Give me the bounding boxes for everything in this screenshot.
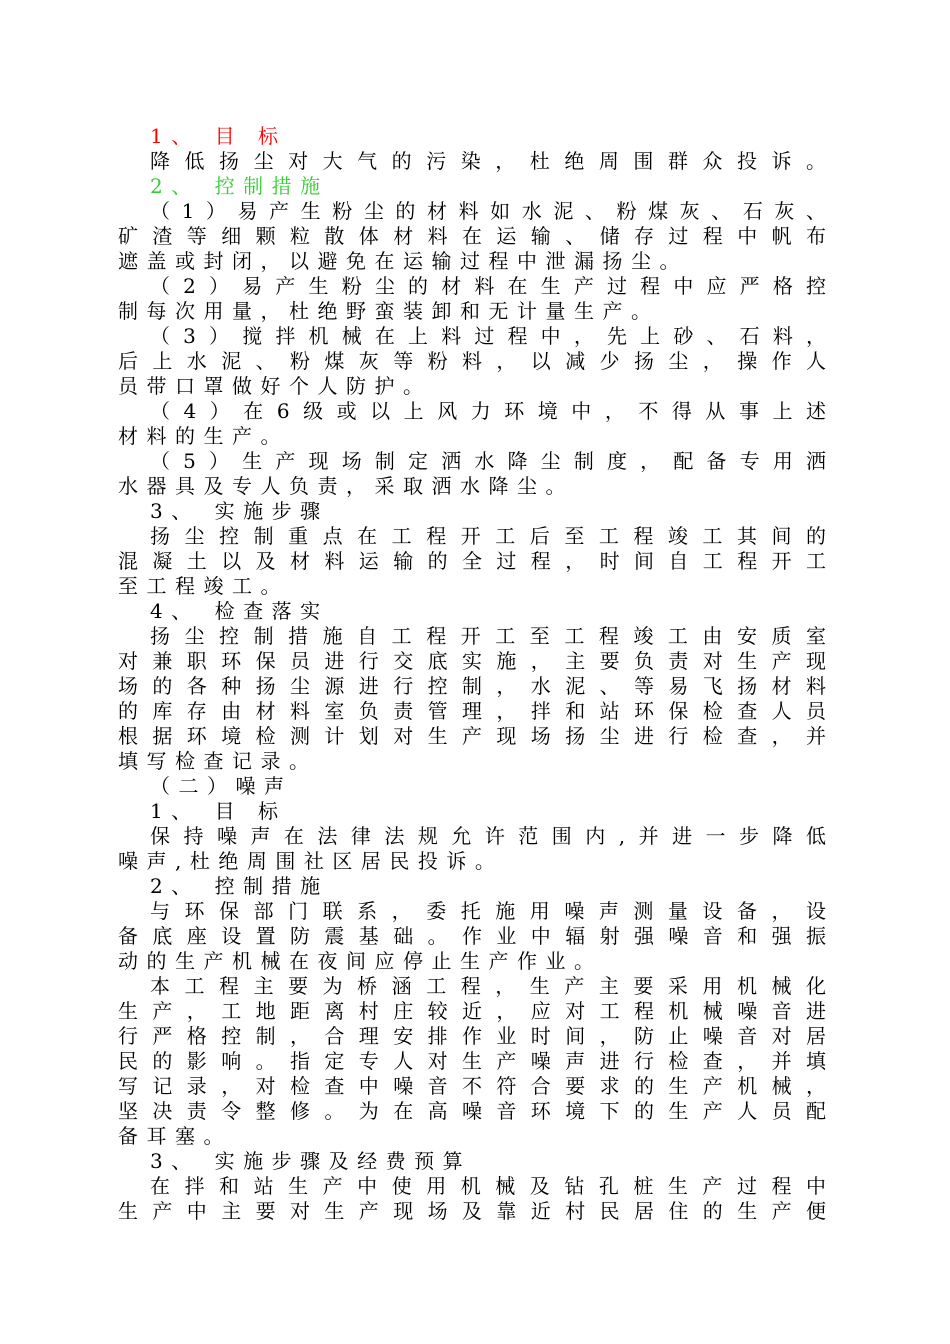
- paragraph-line: 制每次用量，杜绝野蛮装卸和无计量生产。: [118, 299, 660, 323]
- paragraph-line: 遮盖或封闭，以避免在运输过程中泄漏扬尘。: [118, 249, 688, 273]
- heading-goal-2: 1、 目 标: [150, 799, 287, 823]
- paragraph-line: 与环保部门联系，委托施用噪声测量设备，设: [150, 899, 826, 923]
- paragraph-line: 扬尘控制措施自工程开工至工程竣工由安质室: [150, 624, 826, 648]
- heading-control-measures-2: 2、 控制措施: [150, 874, 329, 898]
- paragraph-line: 动的生产机械在夜间应停止生产作业。: [118, 949, 603, 973]
- paragraph-line: 噪声,杜绝周围社区居民投诉。: [118, 849, 504, 873]
- paragraph-line: （1）易产生粉尘的材料如水泥、粉煤灰、石灰、: [150, 199, 826, 223]
- paragraph-line: 至工程竣工。: [118, 574, 289, 598]
- paragraph-line: 本工程主要为桥涵工程，生产主要采用机械化: [150, 974, 826, 998]
- paragraph-line: 的库存由材料室负责管理，拌和站环保检查人员: [118, 699, 826, 723]
- paragraph-line: 矿渣等细颗粒散体材料在运输、储存过程中帆布: [118, 224, 826, 248]
- paragraph-line: 后上水泥、粉煤灰等粉料，以减少扬尘，操作人: [118, 349, 826, 373]
- paragraph-line: 民的影响。指定专人对生产噪声进行检查，并填: [118, 1049, 826, 1073]
- paragraph-line: 对兼职环保员进行交底实施，主要负责对生产现: [118, 649, 826, 673]
- paragraph-line: 根据环境检测计划对生产现场扬尘进行检查，并: [118, 724, 826, 748]
- paragraph-line: （3）搅拌机械在上料过程中，先上砂、石料，: [150, 324, 826, 348]
- paragraph-line: 备底座设置防震基础。作业中辐射强噪音和强振: [118, 924, 826, 948]
- heading-inspection: 4、 检查落实: [150, 599, 329, 623]
- paragraph-line: 备耳塞。: [118, 1124, 232, 1148]
- paragraph-line: 降低扬尘对大气的污染，杜绝周围群众投诉。: [150, 149, 826, 173]
- paragraph-line: 生产中主要对生产现场及靠近村民居住的生产便: [118, 1199, 826, 1223]
- paragraph-line: （5）生产现场制定洒水降尘制度，配备专用洒: [150, 449, 826, 473]
- paragraph-line: 在拌和站生产中使用机械及钻孔桩生产过程中: [150, 1174, 826, 1198]
- heading-control-measures-1: 2、 控制措施: [150, 174, 329, 198]
- paragraph-line: 材料的生产。: [118, 424, 289, 448]
- paragraph-line: 行严格控制，合理安排作业时间，防止噪音对居: [118, 1024, 826, 1048]
- heading-implementation-steps-1: 3、 实施步骤: [150, 499, 329, 523]
- paragraph-line: 场的各种扬尘源进行控制，水泥、等易飞扬材料: [118, 674, 826, 698]
- paragraph-line: 生产，工地距离村庄较近，应对工程机械噪音进: [118, 999, 826, 1023]
- heading-goal-1: 1、 目 标: [150, 124, 287, 148]
- paragraph-line: 扬尘控制重点在工程开工后至工程竣工其间的: [150, 524, 826, 548]
- paragraph-line: 混凝土以及材料运输的全过程，时间自工程开工: [118, 549, 826, 573]
- paragraph-line: 员带口罩做好个人防护。: [118, 374, 432, 398]
- paragraph-line: 写记录，对检查中噪音不符合要求的生产机械，: [118, 1074, 826, 1098]
- paragraph-line: （4）在6级或以上风力环境中，不得从事上述: [150, 399, 826, 423]
- paragraph-line: 填写检查记录。: [118, 749, 318, 773]
- heading-noise-section: （二）噪声: [150, 774, 293, 798]
- paragraph-line: （2）易产生粉尘的材料在生产过程中应严格控: [150, 274, 826, 298]
- paragraph-line: 水器具及专人负责，采取洒水降尘。: [118, 474, 574, 498]
- heading-implementation-steps-2: 3、 实施步骤及经费预算: [150, 1149, 472, 1173]
- paragraph-line: 坚决责令整修。为在高噪音环境下的生产人员配: [118, 1099, 826, 1123]
- paragraph-line: 保持噪声在法律法规允许范围内,并进一步降低: [150, 824, 826, 848]
